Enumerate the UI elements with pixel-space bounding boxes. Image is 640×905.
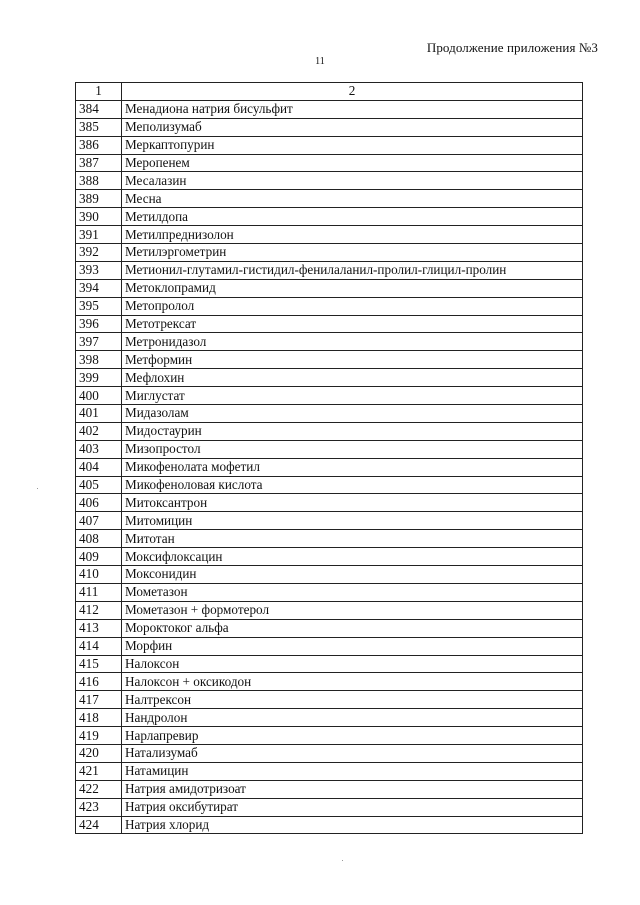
drug-name: Меполизумаб (122, 118, 583, 136)
row-number: 406 (76, 494, 122, 512)
table-row (76, 118, 583, 136)
row-number: 411 (76, 583, 122, 601)
drug-name: Мизопростол (122, 440, 583, 458)
table-row (76, 798, 583, 816)
drug-name: Морфин (122, 637, 583, 655)
table-header-row (76, 83, 583, 101)
drug-name: Натализумаб (122, 744, 583, 762)
row-number: 387 (76, 154, 122, 172)
table-row (76, 279, 583, 297)
scan-speck (342, 860, 343, 861)
row-number: 396 (76, 315, 122, 333)
row-number: 419 (76, 727, 122, 745)
column-header-number: 1 (76, 83, 122, 101)
drug-name: Метопролол (122, 297, 583, 315)
drug-name: Мидостаурин (122, 422, 583, 440)
row-number: 391 (76, 226, 122, 244)
table-row (76, 673, 583, 691)
drug-name: Налоксон (122, 655, 583, 673)
drug-list-table (75, 82, 583, 834)
row-number: 386 (76, 136, 122, 154)
row-number: 397 (76, 333, 122, 351)
table-row (76, 691, 583, 709)
row-number: 399 (76, 369, 122, 387)
row-number: 409 (76, 548, 122, 566)
row-number: 415 (76, 655, 122, 673)
table-row (76, 619, 583, 637)
row-number: 404 (76, 458, 122, 476)
row-number: 389 (76, 190, 122, 208)
drug-name: Моксонидин (122, 566, 583, 584)
drug-name: Налтрексон (122, 691, 583, 709)
table-row (76, 100, 583, 118)
row-number: 400 (76, 387, 122, 405)
row-number: 385 (76, 118, 122, 136)
table-row (76, 476, 583, 494)
table-row (76, 136, 583, 154)
column-header-name: 2 (122, 83, 583, 101)
table-row (76, 744, 583, 762)
drug-name: Митомицин (122, 512, 583, 530)
row-number: 410 (76, 566, 122, 584)
row-number: 420 (76, 744, 122, 762)
drug-name: Налоксон + оксикодон (122, 673, 583, 691)
row-number: 398 (76, 351, 122, 369)
drug-name: Мометазон (122, 583, 583, 601)
table-row (76, 709, 583, 727)
table-row (76, 154, 583, 172)
table-row (76, 351, 583, 369)
row-number: 402 (76, 422, 122, 440)
row-number: 392 (76, 244, 122, 262)
drug-name: Метотрексат (122, 315, 583, 333)
drug-name: Метоклопрамид (122, 279, 583, 297)
table-row (76, 780, 583, 798)
table-row (76, 583, 583, 601)
drug-name: Метилпреднизолон (122, 226, 583, 244)
drug-name: Меропенем (122, 154, 583, 172)
row-number: 408 (76, 530, 122, 548)
row-number: 423 (76, 798, 122, 816)
row-number: 412 (76, 601, 122, 619)
drug-name: Менадиона натрия бисульфит (122, 100, 583, 118)
table-row (76, 762, 583, 780)
drug-name: Моксифлоксацин (122, 548, 583, 566)
drug-name: Натрия оксибутират (122, 798, 583, 816)
table-row (76, 315, 583, 333)
table-row (76, 208, 583, 226)
drug-name: Натрия хлорид (122, 816, 583, 834)
row-number: 413 (76, 619, 122, 637)
table-row (76, 244, 583, 262)
table-body (76, 100, 583, 834)
table-row (76, 297, 583, 315)
table-row (76, 494, 583, 512)
drug-name: Мометазон + формотерол (122, 601, 583, 619)
drug-name: Мороктоког альфа (122, 619, 583, 637)
row-number: 405 (76, 476, 122, 494)
drug-name: Мидазолам (122, 405, 583, 423)
drug-name: Микофеноловая кислота (122, 476, 583, 494)
table-row (76, 637, 583, 655)
drug-name: Нарлапревир (122, 727, 583, 745)
table-row (76, 512, 583, 530)
table-row (76, 172, 583, 190)
row-number: 422 (76, 780, 122, 798)
table-row (76, 440, 583, 458)
drug-name: Микофенолата мофетил (122, 458, 583, 476)
table-row (76, 530, 583, 548)
table-row (76, 816, 583, 834)
row-number: 416 (76, 673, 122, 691)
table-row (76, 566, 583, 584)
row-number: 401 (76, 405, 122, 423)
row-number: 407 (76, 512, 122, 530)
row-number: 403 (76, 440, 122, 458)
drug-name: Метионил-глутамил-гистидил-фенилаланил-пролил-глицил-пролин (122, 261, 583, 279)
drug-name: Метронидазол (122, 333, 583, 351)
drug-name: Мефлохин (122, 369, 583, 387)
row-number: 393 (76, 261, 122, 279)
page-number: 11 (315, 56, 325, 67)
row-number: 424 (76, 816, 122, 834)
table-row (76, 422, 583, 440)
drug-name: Миглустат (122, 387, 583, 405)
row-number: 390 (76, 208, 122, 226)
drug-name: Метформин (122, 351, 583, 369)
drug-name: Нандролон (122, 709, 583, 727)
table-row (76, 655, 583, 673)
row-number: 384 (76, 100, 122, 118)
scan-speck (37, 488, 38, 489)
row-number: 388 (76, 172, 122, 190)
drug-name: Меркаптопурин (122, 136, 583, 154)
drug-name: Митотан (122, 530, 583, 548)
row-number: 417 (76, 691, 122, 709)
table-row (76, 226, 583, 244)
appendix-continuation-title: Продолжение приложения №3 (426, 40, 598, 55)
drug-name: Метилэргометрин (122, 244, 583, 262)
table-row (76, 369, 583, 387)
table-row (76, 387, 583, 405)
table-row (76, 333, 583, 351)
row-number: 418 (76, 709, 122, 727)
drug-name: Натрия амидотризоат (122, 780, 583, 798)
drug-name: Метилдопа (122, 208, 583, 226)
row-number: 421 (76, 762, 122, 780)
table-row (76, 548, 583, 566)
drug-name: Месалазин (122, 172, 583, 190)
row-number: 394 (76, 279, 122, 297)
table-row (76, 458, 583, 476)
table-row (76, 405, 583, 423)
table-row (76, 727, 583, 745)
row-number: 414 (76, 637, 122, 655)
row-number: 395 (76, 297, 122, 315)
drug-name: Митоксантрон (122, 494, 583, 512)
table-row (76, 601, 583, 619)
drug-name: Натамицин (122, 762, 583, 780)
table-row (76, 261, 583, 279)
table-row (76, 190, 583, 208)
drug-name: Месна (122, 190, 583, 208)
